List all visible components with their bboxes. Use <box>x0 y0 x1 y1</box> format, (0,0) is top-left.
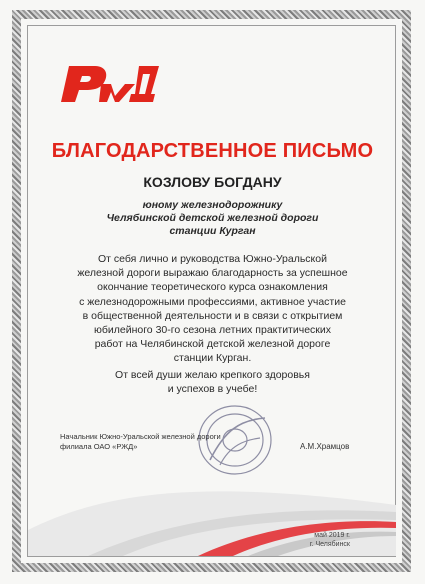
closing-wishes <box>42 368 383 396</box>
closing-line: От всей души желаю крепкого здоровья <box>115 369 310 381</box>
body-line: в общественной деятельности и в связи с открытием <box>82 309 343 322</box>
letter-place: г. Челябинск <box>309 541 350 548</box>
body-line: От себя лично и руководства Южно-Уральской <box>98 253 327 265</box>
position-line: Начальник Южно-Уральской железной дороги <box>60 432 221 441</box>
letter-date: май 2019 г. <box>314 532 350 539</box>
date-place <box>150 531 350 549</box>
position-line: филиала ОАО «РЖД» <box>60 442 138 451</box>
letter-body <box>42 252 383 366</box>
body-line: окончание теоретического курса ознакомления <box>97 281 328 294</box>
recipient-desc-line: юному железнодорожнику <box>142 199 283 211</box>
signatory-name: А.М.Храмцов <box>300 442 350 451</box>
body-line: железной дороги выражаю благодарность за успешное <box>77 267 348 280</box>
recipient-desc-line: Челябинской детской железной дороги <box>106 212 319 224</box>
rzd-logo <box>55 56 165 106</box>
body-line: с железнодорожными профессиями, активное участие <box>79 295 346 308</box>
closing-line: и успехов в учебе! <box>167 383 258 395</box>
body-line: станции Курган. <box>173 352 252 365</box>
recipient-desc-line: станции Курган <box>169 225 256 237</box>
letter-title: БЛАГОДАРСТВЕННОЕ ПИСЬМО <box>51 140 374 162</box>
body-line: работ на Челябинской детской железной дороге <box>94 338 331 351</box>
body-line: юбилейного 30-го сезона летних практитических <box>93 324 331 337</box>
recipient-name: КОЗЛОВУ БОГДАНУ <box>143 174 282 190</box>
signatory-position <box>60 432 221 452</box>
